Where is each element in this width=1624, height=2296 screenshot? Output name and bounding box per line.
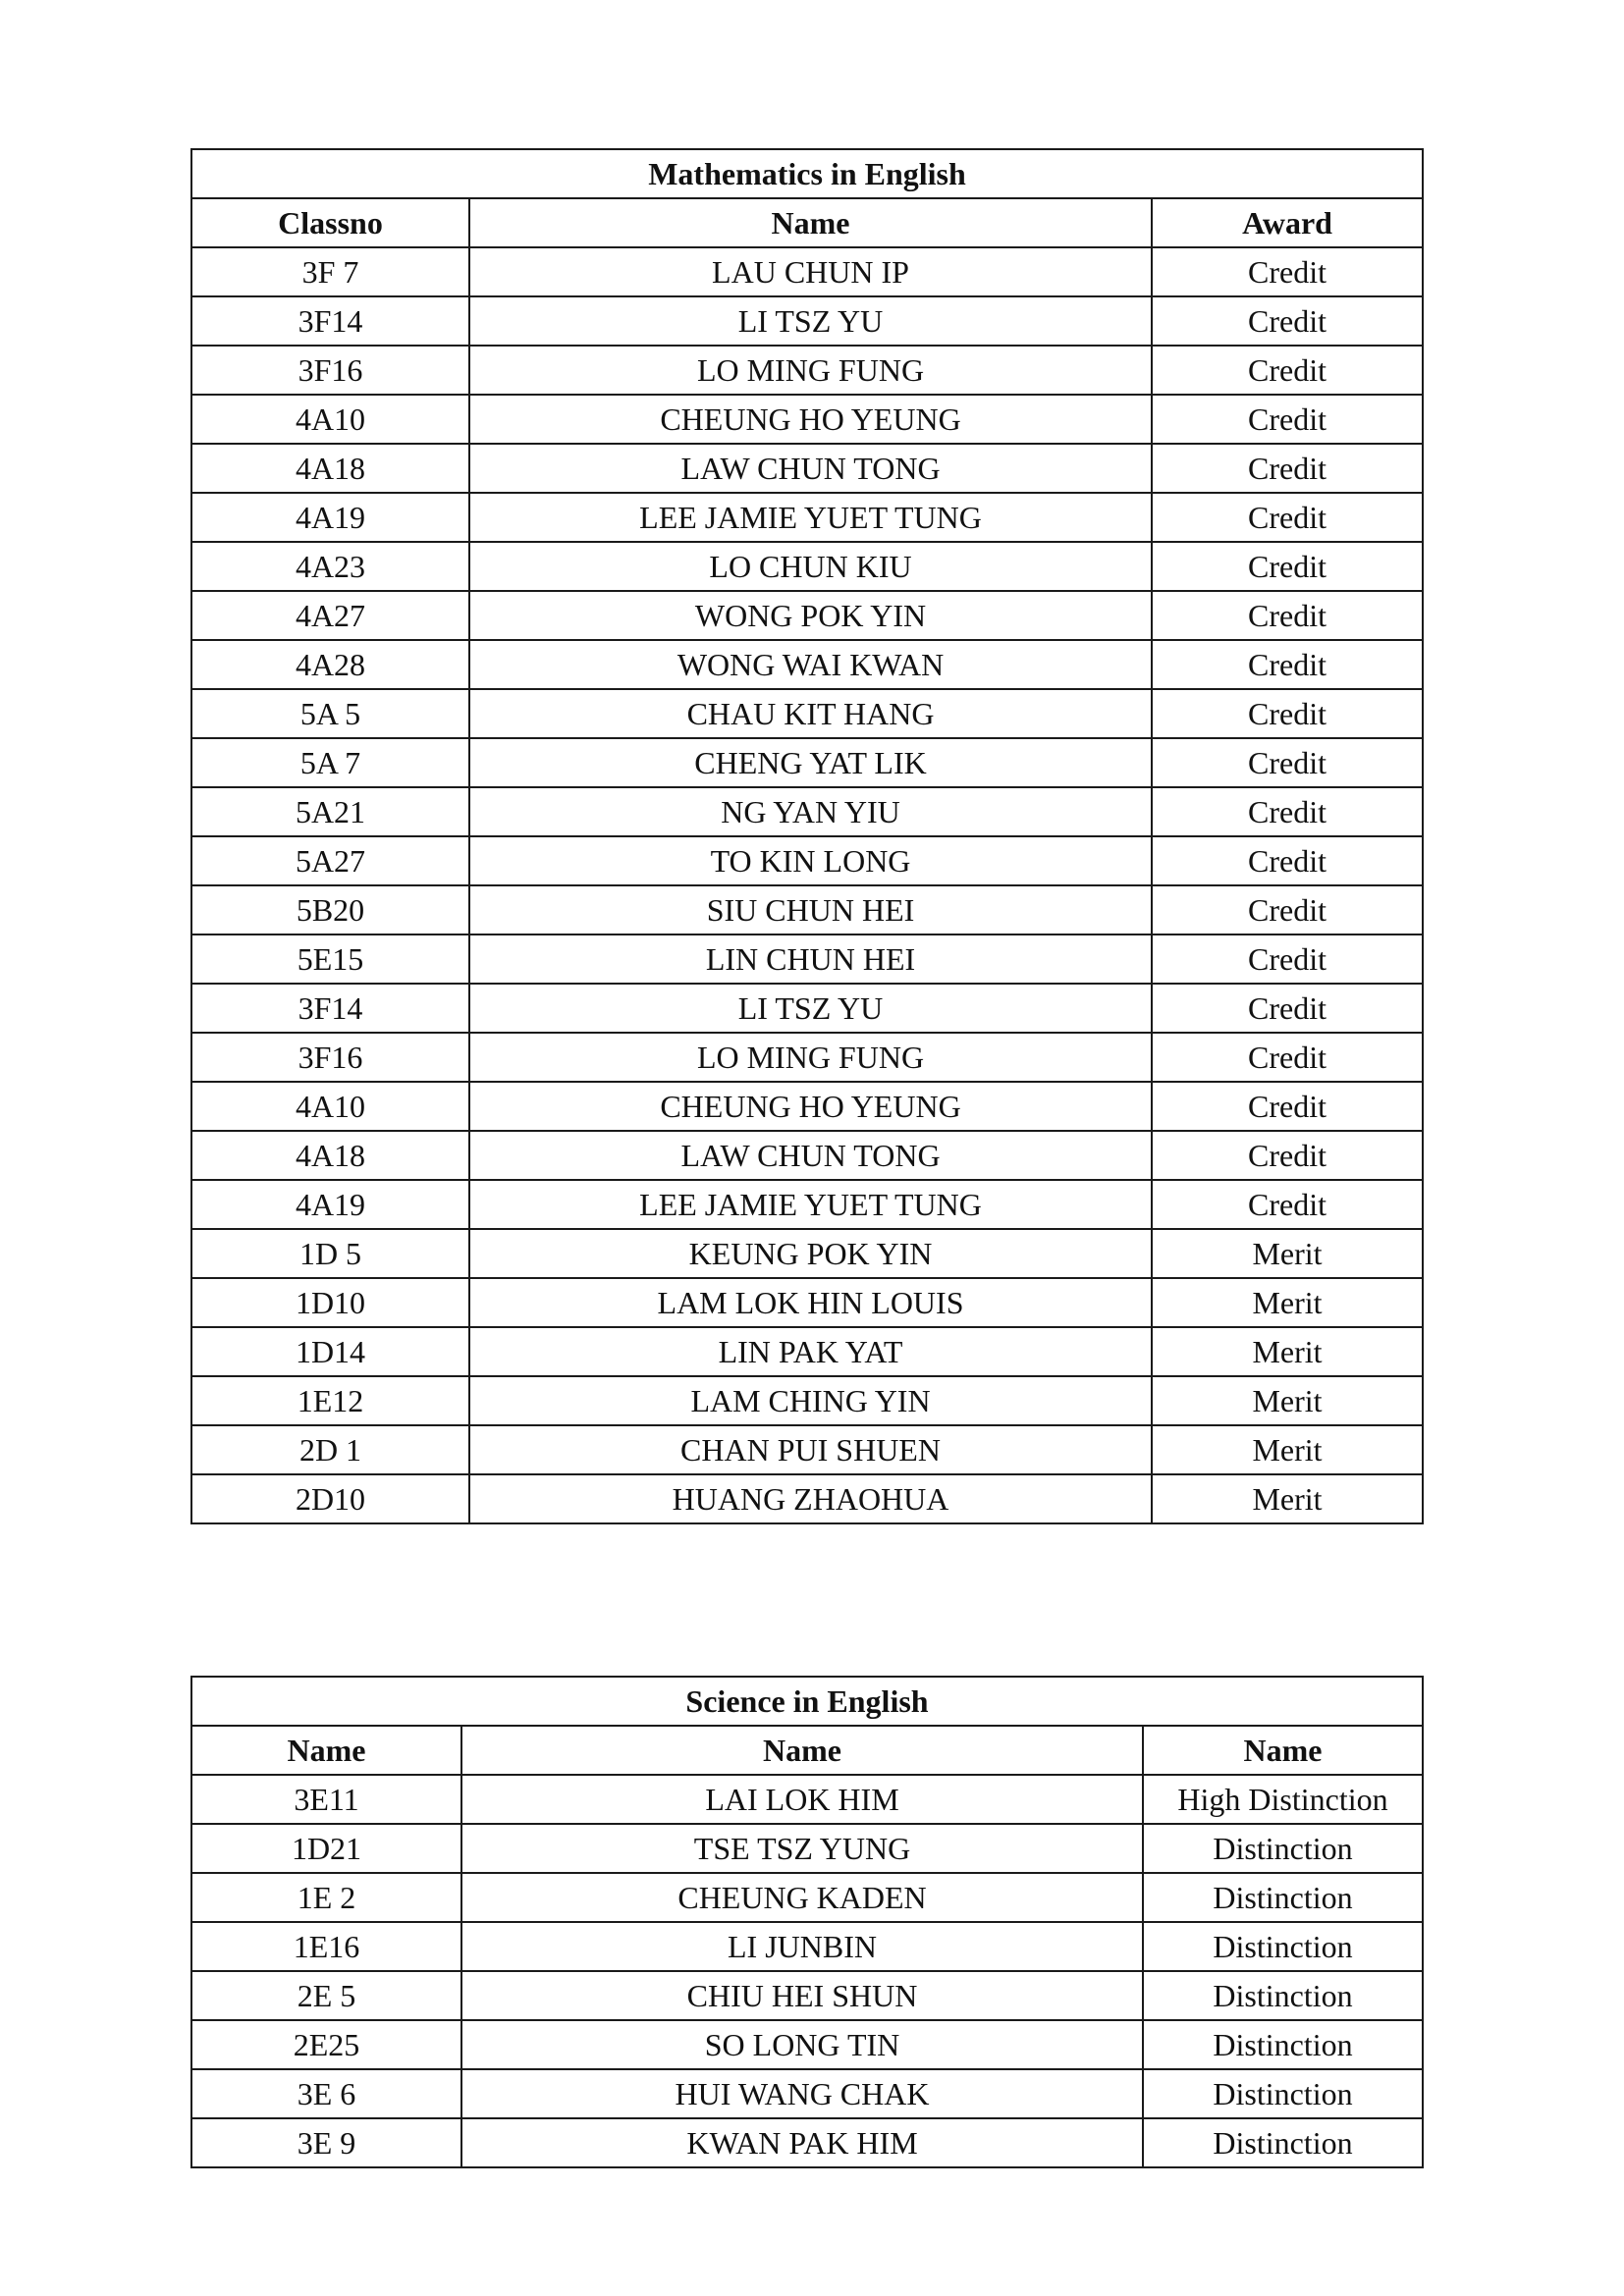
table-row	[191, 1327, 1423, 1376]
cell-award: Credit	[1152, 836, 1423, 885]
table-row	[191, 885, 1423, 934]
table-title-row	[191, 149, 1423, 198]
math-award-table	[190, 148, 1424, 1524]
cell-classno: 3E 9	[191, 2118, 461, 2167]
cell-name: NG YAN YIU	[469, 787, 1152, 836]
table-row	[191, 1131, 1423, 1180]
table-row	[191, 591, 1423, 640]
cell-award: Distinction	[1143, 2118, 1423, 2167]
cell-award: Distinction	[1143, 2020, 1423, 2069]
cell-name: HUANG ZHAOHUA	[469, 1474, 1152, 1523]
cell-classno: 3E11	[191, 1775, 461, 1824]
cell-name: LI TSZ YU	[469, 296, 1152, 346]
table-header-row	[191, 198, 1423, 247]
cell-classno: 4A23	[191, 542, 469, 591]
cell-award: Distinction	[1143, 2069, 1423, 2118]
table-row	[191, 984, 1423, 1033]
cell-award: Credit	[1152, 1033, 1423, 1082]
cell-classno: 5A21	[191, 787, 469, 836]
cell-award: Credit	[1152, 689, 1423, 738]
cell-classno: 5A 5	[191, 689, 469, 738]
table-row	[191, 444, 1423, 493]
cell-name: LO CHUN KIU	[469, 542, 1152, 591]
table-row	[191, 1229, 1423, 1278]
cell-award: High Distinction	[1143, 1775, 1423, 1824]
cell-name: SO LONG TIN	[461, 2020, 1143, 2069]
cell-name: CHAU KIT HANG	[469, 689, 1152, 738]
cell-award: Credit	[1152, 1180, 1423, 1229]
cell-award: Credit	[1152, 247, 1423, 296]
cell-classno: 1E 2	[191, 1873, 461, 1922]
table-row	[191, 1474, 1423, 1523]
cell-classno: 4A19	[191, 1180, 469, 1229]
table-row	[191, 1180, 1423, 1229]
cell-name: LAM CHING YIN	[469, 1376, 1152, 1425]
cell-name: CHEUNG HO YEUNG	[469, 1082, 1152, 1131]
table-row	[191, 1082, 1423, 1131]
cell-name: LI JUNBIN	[461, 1922, 1143, 1971]
science-award-table	[190, 1676, 1424, 2168]
cell-award: Distinction	[1143, 1824, 1423, 1873]
column-header-classno: Name	[191, 1726, 461, 1775]
cell-classno: 2D10	[191, 1474, 469, 1523]
cell-classno: 1D10	[191, 1278, 469, 1327]
table-row	[191, 1775, 1423, 1824]
table-row	[191, 346, 1423, 395]
table-row	[191, 1033, 1423, 1082]
table-row	[191, 1824, 1423, 1873]
table-row	[191, 1873, 1423, 1922]
table-row	[191, 1376, 1423, 1425]
cell-classno: 5E15	[191, 934, 469, 984]
cell-classno: 3F14	[191, 984, 469, 1033]
cell-award: Distinction	[1143, 1971, 1423, 2020]
table-row	[191, 2069, 1423, 2118]
cell-name: LEE JAMIE YUET TUNG	[469, 1180, 1152, 1229]
cell-classno: 4A28	[191, 640, 469, 689]
cell-name: WONG POK YIN	[469, 591, 1152, 640]
cell-name: WONG WAI KWAN	[469, 640, 1152, 689]
cell-award: Credit	[1152, 934, 1423, 984]
cell-award: Credit	[1152, 984, 1423, 1033]
table-row	[191, 2020, 1423, 2069]
cell-name: KWAN PAK HIM	[461, 2118, 1143, 2167]
cell-name: LIN PAK YAT	[469, 1327, 1152, 1376]
cell-classno: 3F 7	[191, 247, 469, 296]
cell-classno: 3F16	[191, 346, 469, 395]
cell-award: Credit	[1152, 885, 1423, 934]
cell-classno: 5A27	[191, 836, 469, 885]
cell-classno: 3F16	[191, 1033, 469, 1082]
cell-award: Credit	[1152, 493, 1423, 542]
cell-classno: 1D21	[191, 1824, 461, 1873]
table-row	[191, 934, 1423, 984]
cell-award: Merit	[1152, 1425, 1423, 1474]
table-title: Mathematics in English	[191, 149, 1423, 198]
table-row	[191, 738, 1423, 787]
cell-name: CHENG YAT LIK	[469, 738, 1152, 787]
table-row	[191, 247, 1423, 296]
column-header-name: Name	[461, 1726, 1143, 1775]
cell-classno: 2E 5	[191, 1971, 461, 2020]
cell-award: Credit	[1152, 296, 1423, 346]
cell-award: Credit	[1152, 738, 1423, 787]
cell-name: LAU CHUN IP	[469, 247, 1152, 296]
cell-name: HUI WANG CHAK	[461, 2069, 1143, 2118]
table-row	[191, 542, 1423, 591]
table-row	[191, 296, 1423, 346]
cell-name: LEE JAMIE YUET TUNG	[469, 493, 1152, 542]
cell-classno: 2D 1	[191, 1425, 469, 1474]
column-header-award: Name	[1143, 1726, 1423, 1775]
table-row	[191, 1278, 1423, 1327]
table-row	[191, 836, 1423, 885]
cell-award: Credit	[1152, 1131, 1423, 1180]
cell-award: Credit	[1152, 640, 1423, 689]
cell-award: Distinction	[1143, 1873, 1423, 1922]
cell-classno: 4A10	[191, 395, 469, 444]
cell-name: LO MING FUNG	[469, 1033, 1152, 1082]
column-header-name: Name	[469, 198, 1152, 247]
cell-name: LIN CHUN HEI	[469, 934, 1152, 984]
table-title-row	[191, 1677, 1423, 1726]
cell-award: Credit	[1152, 1082, 1423, 1131]
cell-classno: 5A 7	[191, 738, 469, 787]
cell-award: Credit	[1152, 346, 1423, 395]
cell-name: CHEUNG KADEN	[461, 1873, 1143, 1922]
cell-award: Distinction	[1143, 1922, 1423, 1971]
table-row	[191, 689, 1423, 738]
cell-name: TO KIN LONG	[469, 836, 1152, 885]
cell-award: Merit	[1152, 1474, 1423, 1523]
table-title: Science in English	[191, 1677, 1423, 1726]
table-header-row	[191, 1726, 1423, 1775]
table-row	[191, 1922, 1423, 1971]
table-row	[191, 1425, 1423, 1474]
cell-name: CHIU HEI SHUN	[461, 1971, 1143, 2020]
column-header-award: Award	[1152, 198, 1423, 247]
cell-classno: 1D 5	[191, 1229, 469, 1278]
cell-classno: 1E12	[191, 1376, 469, 1425]
cell-classno: 3E 6	[191, 2069, 461, 2118]
cell-classno: 3F14	[191, 296, 469, 346]
cell-name: KEUNG POK YIN	[469, 1229, 1152, 1278]
cell-name: TSE TSZ YUNG	[461, 1824, 1143, 1873]
cell-classno: 1D14	[191, 1327, 469, 1376]
cell-award: Credit	[1152, 542, 1423, 591]
cell-classno: 4A10	[191, 1082, 469, 1131]
cell-classno: 4A19	[191, 493, 469, 542]
cell-name: LAM LOK HIN LOUIS	[469, 1278, 1152, 1327]
cell-classno: 4A18	[191, 1131, 469, 1180]
cell-name: SIU CHUN HEI	[469, 885, 1152, 934]
cell-name: LO MING FUNG	[469, 346, 1152, 395]
cell-award: Credit	[1152, 395, 1423, 444]
cell-award: Credit	[1152, 444, 1423, 493]
cell-classno: 4A18	[191, 444, 469, 493]
table-row	[191, 395, 1423, 444]
table-row	[191, 787, 1423, 836]
cell-name: CHAN PUI SHUEN	[469, 1425, 1152, 1474]
cell-classno: 1E16	[191, 1922, 461, 1971]
cell-name: LI TSZ YU	[469, 984, 1152, 1033]
table-row	[191, 1971, 1423, 2020]
table-row	[191, 493, 1423, 542]
cell-name: LAW CHUN TONG	[469, 1131, 1152, 1180]
table-row	[191, 2118, 1423, 2167]
cell-classno: 4A27	[191, 591, 469, 640]
cell-award: Merit	[1152, 1278, 1423, 1327]
cell-award: Merit	[1152, 1376, 1423, 1425]
cell-name: LAI LOK HIM	[461, 1775, 1143, 1824]
cell-award: Credit	[1152, 787, 1423, 836]
cell-award: Merit	[1152, 1327, 1423, 1376]
cell-award: Credit	[1152, 591, 1423, 640]
cell-classno: 2E25	[191, 2020, 461, 2069]
table-row	[191, 640, 1423, 689]
cell-name: CHEUNG HO YEUNG	[469, 395, 1152, 444]
cell-name: LAW CHUN TONG	[469, 444, 1152, 493]
cell-classno: 5B20	[191, 885, 469, 934]
column-header-classno: Classno	[191, 198, 469, 247]
cell-award: Merit	[1152, 1229, 1423, 1278]
